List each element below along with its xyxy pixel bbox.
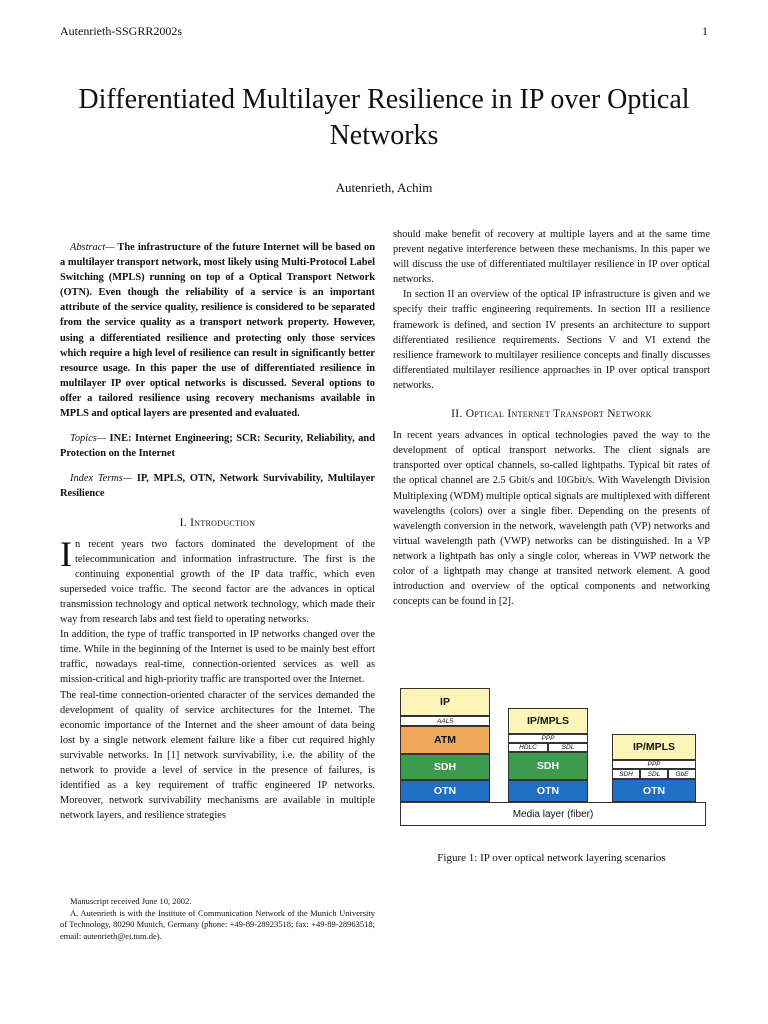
gbe-layer-box: GbE xyxy=(668,769,696,779)
section-2-heading: II. Optical Internet Transport Network xyxy=(451,408,652,421)
aal5-layer-box: AAL5 xyxy=(400,716,490,726)
intro-paragraph-3: The real-time connection-oriented character of the services demanded the development of quality of service architectures for the Internet. The economic importance of the Internet and the sheer amount of data being lost by a single network element failure like a fiber cut required highly survivable networks. In [1] network survivability, i.e. the ability of the network to provide a level of service in the presence of failures, is identified as a key requirement of traffic engineered IP networks. Moreover, network survivability mechanisms are available in multiple network layers, and resilience strategies xyxy=(60,689,375,822)
layering-figure xyxy=(400,688,706,826)
sdl-layer-box: SDL xyxy=(548,743,588,752)
ppp-layer-box: PPP xyxy=(508,734,588,743)
index-terms-label: Index Terms— xyxy=(70,473,133,485)
abstract-text: The infrastructure of the future Internet will be based on a multilayer transport network, most likely using Multi-Protocol Label Switching (MPLS) running on top of a Optical Transport Network (OTN). Even though the reliability of a service is an important attribute of the service quality, resilience is considered to be separated from the service quality as a transport network property. However, using a differentiated resilience and protecting only those services which require a high level of resilience can result in significantly better resource usage. In this paper the use of differentiated resilience in multilayer IP over optical networks is discussed. Several options to offer a tailored resilience using recovery mechanisms available in MPLS and optical layers are presented and evaluated. xyxy=(60,242,375,420)
intro-paragraph-2: In addition, the type of traffic transported in IP networks changed over the time. While in the beginning of the Internet is used to be mainly best effort traffic, nowadays real-time, connection-oriented services as well as mission-critical and high-priority traffic are transported over the Internet. xyxy=(60,629,375,686)
footnote-received: Manuscript received June 10, 2002. xyxy=(70,896,192,906)
otn-layer-box: OTN xyxy=(400,780,490,802)
sdh-thin-layer-box: SDH xyxy=(612,769,640,779)
right-column xyxy=(393,227,710,609)
running-header: Autenrieth-SSGRR2002s xyxy=(60,24,183,38)
otn-layer-box: OTN xyxy=(612,779,696,802)
topics-label: Topics— xyxy=(70,433,106,445)
ipmpls-layer-box: IP/MPLS xyxy=(508,708,588,734)
drop-cap: I xyxy=(60,533,72,574)
otn-layer-box: OTN xyxy=(508,780,588,802)
ppp-layer-box: PPP xyxy=(612,760,696,769)
abstract-label: Abstract— xyxy=(70,242,115,253)
index-terms xyxy=(60,471,375,501)
page-number: 1 xyxy=(702,24,708,38)
index-terms-text: IP, MPLS, OTN, Network Survivability, Multilayer Resilience xyxy=(60,473,375,500)
section-1-heading: I. Introduction xyxy=(179,516,256,529)
hdlc-layer-box: HDLC xyxy=(508,743,548,752)
abstract xyxy=(60,240,375,421)
paper-title: Differentiated Multilayer Resilience in IP over Optical Networks xyxy=(78,84,690,151)
sdh-layer-box: SDH xyxy=(400,754,490,780)
footnote xyxy=(60,896,375,942)
topics-text: INE: Internet Engineering; SCR: Security, Reliability, and Protection on the Internet xyxy=(60,433,375,460)
author: Autenrieth, Achim xyxy=(335,180,433,195)
sdl-layer-box: SDL xyxy=(640,769,668,779)
intro-paragraph-4: should make benefit of recovery at multiple layers and at the same time prevent negative interference between these mechanisms. In this paper we will discuss the use of differentiated multilayer resilience in IP over optical networks. xyxy=(393,229,710,286)
left-column xyxy=(60,240,375,823)
sdh-layer-box: SDH xyxy=(508,752,588,780)
ipmpls-layer-box: IP/MPLS xyxy=(612,734,696,760)
atm-layer-box: ATM xyxy=(400,726,490,754)
footnote-affiliation: A. Autenrieth is with the Institute of Communication Network of the Munich University of Technology, 80290 Munich, Germany (phone: +49-89-28923518; fax: +49-89-28963518; email: autenrieth@ei.tum.de). xyxy=(60,907,375,941)
topics xyxy=(60,431,375,461)
intro-paragraph-5: In section II an overview of the optical IP infrastructure is given and we specify their traffic engineering requirements. In section III a resilience framework is defined, and section IV presents an architecture to support differentiated resilience requirements. Sections V and VI extend the resilience framework to multilayer resilience concepts and finally discusses differentiated multilayer resilience approaches in IP over optical transport networks. xyxy=(393,289,710,391)
ip-layer-box: IP xyxy=(400,688,490,716)
media-layer-box: Media layer (fiber) xyxy=(400,802,706,826)
intro-paragraph-1: In recent years two factors dominated the development of the telecommunication and information infrastructure. The first is the continuing exponential growth of the IP data traffic, which even superseded voice traffic. The second factor are the advances in optical transmission technology and optical network technology, which made their way from research labs and test field to operating networks. xyxy=(60,533,375,626)
section-2-paragraph-1: In recent years advances in optical technologies paved the way to the development of optical transport networks. The client signals are transported over optical channels, so-called lightpaths. Typical bit rates of the optical channel are 2.5 Gbit/s and 10Gbit/s. With Wavelength Division Multiplexing (WDM) multiple optical signals are multiplexed with different wavelengths (colors) over a single fiber. Depending on the presents of wavelength conversion in the network, wavelength path (VP) networks and virtual wavelength path (VWP) networks can be distinguished. In a VP network a lightpath has only a single color, whereas in VWP network the color of a lightpath may change at transited network element. A good introduction and overview of the optical components and networking concepts can be found in [2]. xyxy=(393,430,710,608)
figure-caption: Figure 1: IP over optical network layering scenarios xyxy=(437,852,666,864)
